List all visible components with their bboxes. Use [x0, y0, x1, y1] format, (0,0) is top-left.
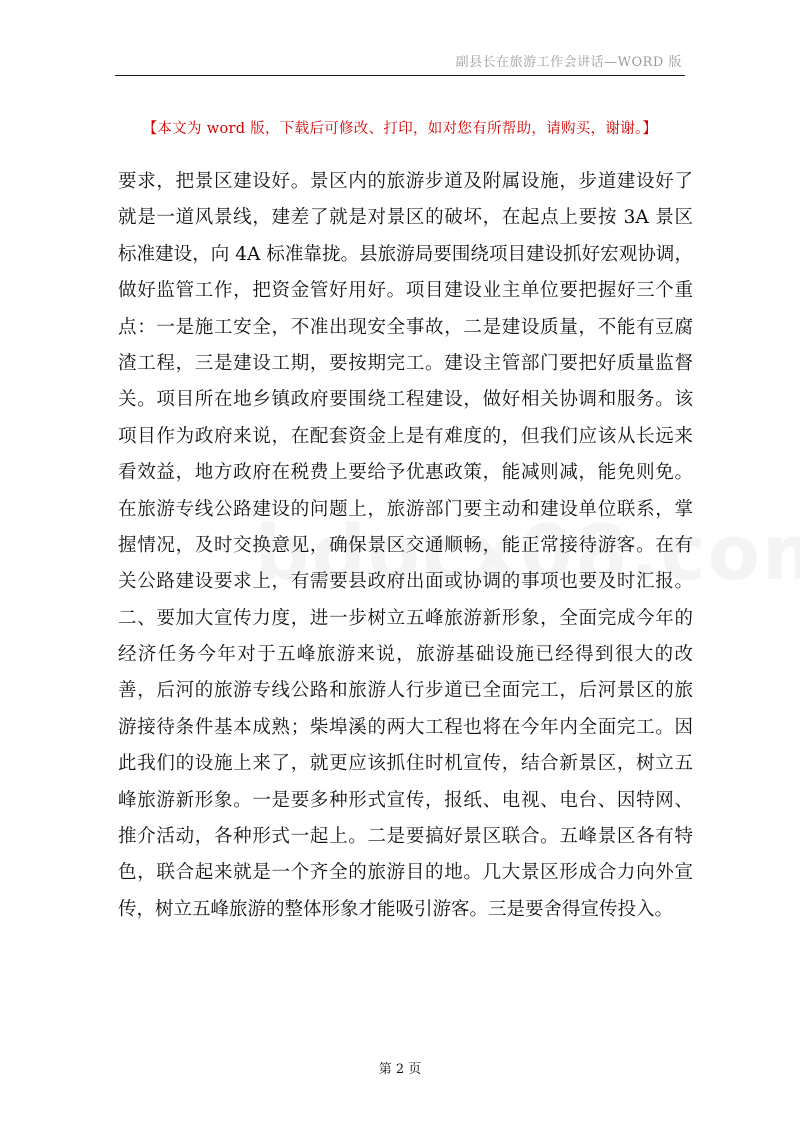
body-line: 做好监管工作，把资金管好用好。项目建设业主单位要把握好三个重: [118, 280, 693, 302]
body-line: 推介活动，各种形式一起上。二是要搞好景区联合。五峰景区各有特: [118, 826, 693, 848]
body-line: 项目作为政府来说，在配套资金上是有难度的，但我们应该从长远来: [118, 425, 693, 447]
body-line: 渣工程，三是建设工期，要按期完工。建设主管部门要把好质量监督: [118, 352, 693, 374]
body-line: 要求，把景区建设好。景区内的旅游步道及附属设施，步道建设好了: [118, 171, 693, 192]
body-line: 二、要加大宣传力度，进一步树立五峰旅游新形象，全面完成今年的: [118, 607, 693, 629]
body-text: [118, 164, 693, 928]
body-line: 关。项目所在地乡镇政府要围绕工程建设，做好相关协调和服务。该: [118, 389, 693, 411]
page-header-title: 副县长在旅游工作会讲话—WORD 版: [455, 55, 682, 70]
body-line: 善，后河的旅游专线公路和旅游人行步道已全面完工，后河景区的旅: [118, 680, 693, 702]
page-number: 第 2 页: [378, 1062, 422, 1077]
body-line: 传，树立五峰旅游的整体形象才能吸引游客。三是要舍得宣传投入。: [118, 898, 674, 920]
header-divider: [115, 75, 685, 76]
body-line: 经济任务今年对于五峰旅游来说，旅游基础设施已经得到很大的改: [118, 644, 693, 666]
body-line: 标准建设，向 4A 标准靠拢。县旅游局要围绕项目建设抓好宏观协调，: [118, 243, 693, 265]
body-line: 色，联合起来就是一个齐全的旅游目的地。几大景区形成合力向外宣: [118, 862, 693, 884]
purchase-notice: 【本文为 word 版，下载后可修改、打印，如对您有所帮助，请购买，谢谢。】: [142, 121, 658, 137]
body-line: 看效益，地方政府在税费上要给予优惠政策，能减则减，能免则免。: [118, 462, 693, 484]
body-line: 游接待条件基本成熟；柴埠溪的两大工程也将在今年内全面完工。因: [118, 716, 693, 738]
body-line: 关公路建设要求上，有需要县政府出面或协调的事项也要及时汇报。: [118, 571, 693, 593]
body-line: 握情况，及时交换意见，确保景区交通顺畅，能正常接待游客。在有: [118, 534, 693, 556]
body-line: 此我们的设施上来了，就更应该抓住时机宣传，结合新景区，树立五: [118, 753, 693, 775]
body-line: 就是一道风景线，建差了就是对景区的破坏，在起点上要按 3A 景区: [118, 207, 693, 229]
body-line: 峰旅游新形象。一是要多种形式宣传，报纸、电视、电台、因特网、: [118, 789, 693, 811]
body-line: 在旅游专线公路建设的问题上，旅游部门要主动和建设单位联系，掌: [118, 498, 693, 520]
body-line: 点：一是施工安全，不准出现安全事故，二是建设质量，不能有豆腐: [118, 316, 693, 338]
